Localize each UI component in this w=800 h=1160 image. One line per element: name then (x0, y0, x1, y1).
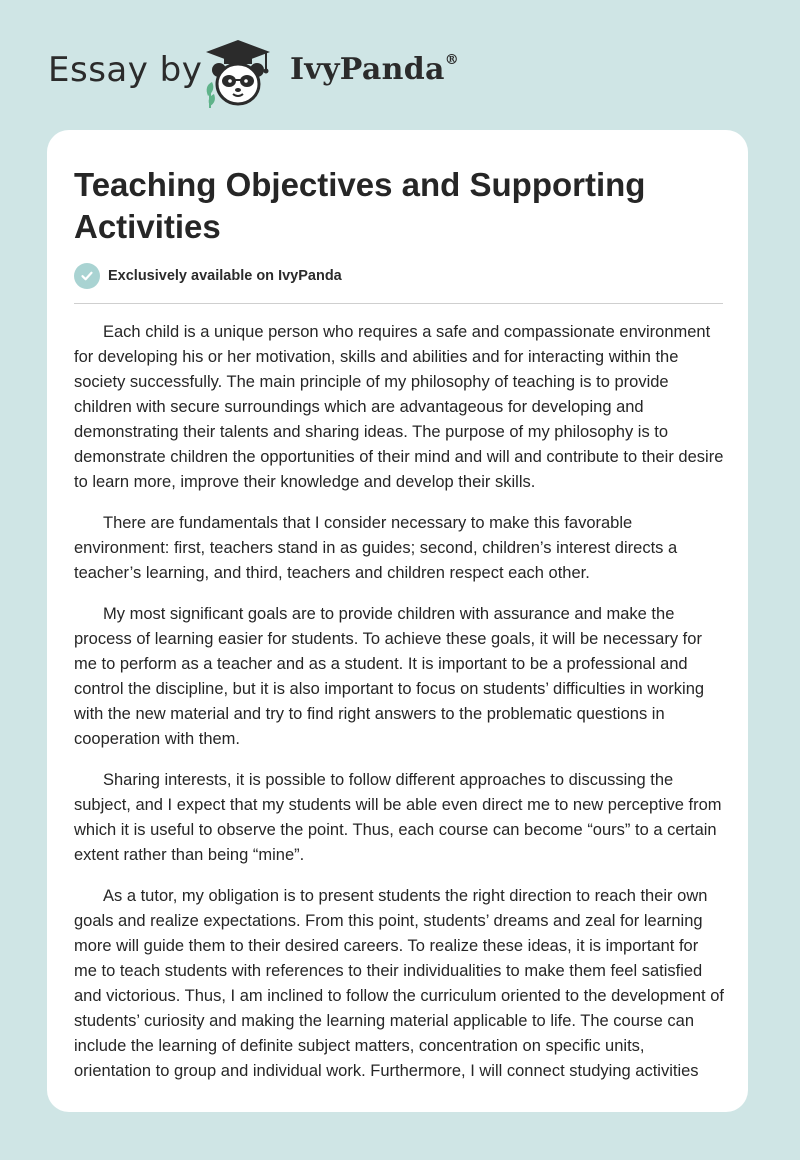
exclusive-badge (74, 263, 342, 289)
paragraph: Each child is a unique person who requires a safe and compassionate environment for developing his or her motivation, skills and abilities and for interacting within the society successfully. The main principle of my philosophy of teaching is to provide children with secure surroundings which are advantageous for developing and demonstrating their talents and sharing ideas. The purpose of my philosophy is to demonstrate children the opportunities of their mind and will and contribute to their desire to learn more, improve their knowledge and develop their skills. (74, 323, 724, 491)
exclusive-label: Exclusively available on IvyPanda (108, 268, 342, 284)
essay-card (47, 130, 748, 1112)
brand-name: IvyPanda® (290, 52, 460, 87)
paragraph: Sharing interests, it is possible to follow different approaches to discussing the subject, and I expect that my students will be able even direct me to new perceptive from which it is useful to observe the point. Thus, each course can become “ours” to a certain extent rather than being “mine”. (74, 771, 722, 864)
paragraph: There are fundamentals that I consider necessary to make this favorable environment: first, teachers stand in as guides; second, children’s interest directs a teacher’s learning, and third, teachers and children respect each other. (74, 514, 678, 582)
site-header (48, 30, 748, 110)
check-icon (74, 263, 100, 289)
page-title: Teaching Objectives and Supporting Activities (74, 166, 646, 245)
essay-body (74, 320, 724, 1100)
paragraph: As a tutor, my obligation is to present students the right direction to reach their own goals and realize expectations. From this point, students’ dreams and zeal for learning more will guide them to their desired careers. To realize these ideas, it is important for me to teach students with references to their individualities to make them feel satisfied and victorious. Thus, I am inclined to follow the curriculum oriented to the development of students’ curiosity and making the learning material applicable to life. The course can include the learning of definite subject matters, concentration on specific units, orientation to group and individual work. Furthermore, I will connect studying activities (74, 887, 724, 1080)
essay-by-label: Essay by (48, 50, 203, 90)
panda-graduate-icon (202, 36, 274, 110)
paragraph: My most significant goals are to provide children with assurance and make the process of learning easier for students. To achieve these goals, it will be necessary for me to perform as a teacher and as a student. It is important to be a professional and control the discipline, but it is also important to focus on students’ difficulties in working with the new material and try to find right answers to the problematic questions in cooperation with them. (74, 605, 705, 748)
divider (74, 303, 723, 304)
